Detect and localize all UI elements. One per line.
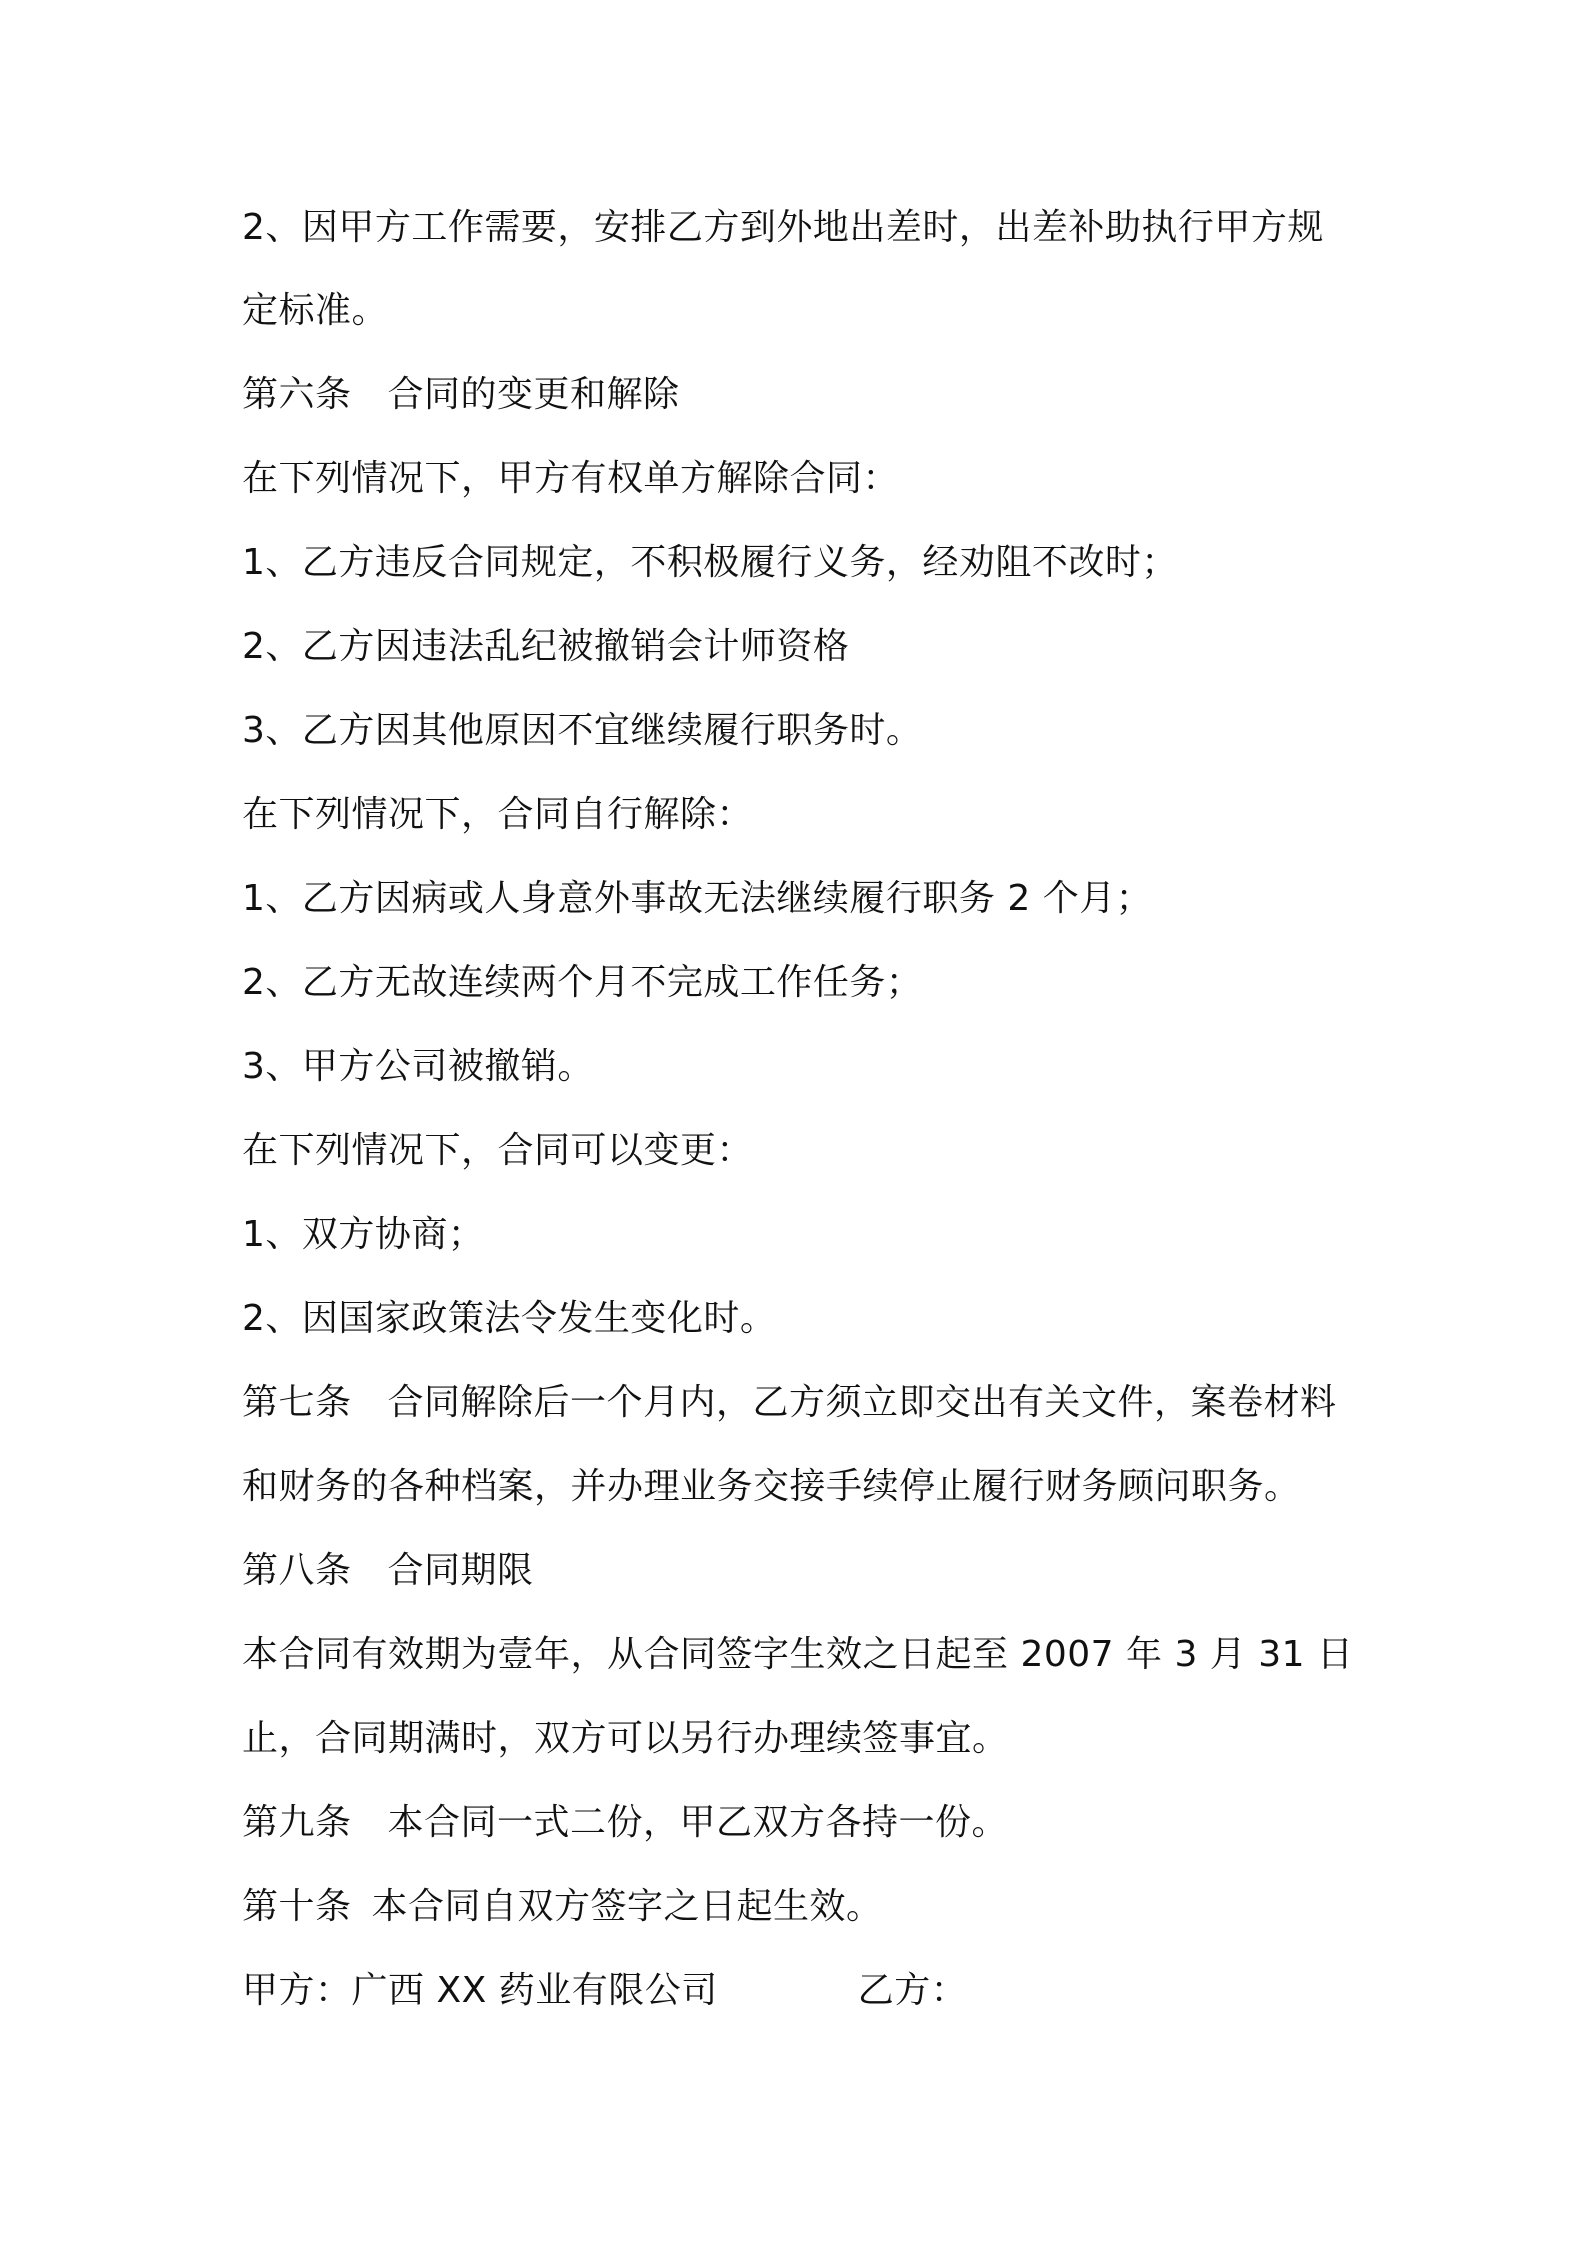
party-b-signature: 乙方： [857,1970,968,2011]
paragraph-line: 本合同有效期为壹年，从合同签字生效之日起至 2007 年 3 月 31 日 [242,1634,1354,1675]
list-item: 2、因国家政策法令发生变化时。 [242,1298,777,1339]
article-10-text: 本合同自双方签字之日起生效。 [371,1886,883,1927]
list-item: 3、甲方公司被撤销。 [242,1046,594,1087]
paragraph-line: 在下列情况下，合同可以变更： [242,1130,754,1171]
paragraph-line: 在下列情况下，甲方有权单方解除合同： [242,458,900,499]
list-item: 1、乙方违反合同规定，不积极履行义务，经劝阻不改时； [242,542,1178,583]
article-8-line [242,1546,1362,1596]
article-8-heading: 第八条 [242,1550,352,1591]
list-item: 1、乙方因病或人身意外事故无法继续履行职务 2 个月； [242,878,1153,919]
signature-line [242,1966,1362,2016]
list-item: 2、乙方因违法乱纪被撤销会计师资格 [242,626,850,667]
paragraph-line: 和财务的各种档案，并办理业务交接手续停止履行财务顾问职务。 [242,1466,1301,1507]
article-6-line [242,370,1362,420]
article-7-text: 合同解除后一个月内，乙方须立即交出有关文件，案卷材料 [387,1382,1337,1423]
list-item: 3、乙方因其他原因不宜继续履行职务时。 [242,710,923,751]
article-9-heading: 第九条 [242,1802,352,1843]
article-6-text: 合同的变更和解除 [387,374,680,415]
article-10-heading: 第十条 [242,1886,352,1927]
list-item: 1、双方协商； [242,1214,485,1255]
paragraph-line: 2、因甲方工作需要，安排乙方到外地出差时，出差补助执行甲方规 [242,207,1324,248]
list-item: 2、乙方无故连续两个月不完成工作任务； [242,962,923,1003]
article-6-heading: 第六条 [242,374,352,415]
paragraph-line: 止，合同期满时，双方可以另行办理续签事宜。 [242,1718,1009,1759]
article-7-line [242,1378,1362,1428]
article-10-line [242,1882,1362,1932]
party-a-signature: 甲方：广西 XX 药业有限公司 [242,1970,718,2011]
article-9-text: 本合同一式二份，甲乙双方各持一份。 [387,1802,1009,1843]
article-9-line [242,1798,1362,1848]
paragraph-line: 在下列情况下，合同自行解除： [242,794,754,835]
article-8-text: 合同期限 [387,1550,534,1591]
article-7-heading: 第七条 [242,1382,352,1423]
paragraph-line: 定标准。 [242,290,389,331]
